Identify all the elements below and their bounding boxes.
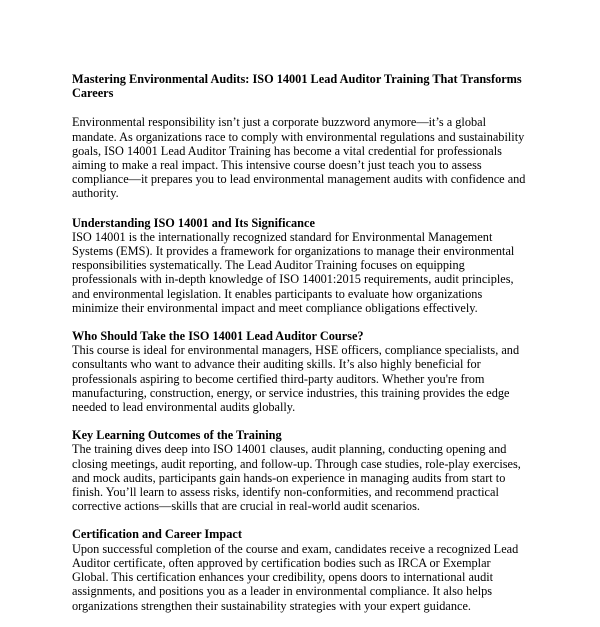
section-who-should-take — [72, 329, 528, 414]
section-heading: Certification and Career Impact — [72, 527, 242, 542]
section-body: ISO 14001 is the internationally recognized standard for Environmental Management Systems (EMS). It provides a framework for organizations to manage their environmental responsibilities systematically. The Lead Auditor Training focuses on equipping professionals with in-depth knowledge of ISO 14001:2015 requirements, audit principles, and environmental legislation. It enables participants to evaluate how organizations minimize their environmental impact and meet compliance obligations effectively. — [72, 229, 515, 315]
section-heading: Key Learning Outcomes of the Training — [72, 428, 282, 443]
document-page — [72, 72, 528, 627]
section-body: Upon successful completion of the course and exam, candidates receive a recognized Lead Auditor certificate, often approved by certification bodies such as IRCA or Exemplar Global. This certification enhances your credibility, opens doors to international audit assignments, and positions you as a leader in environmental compliance. It also helps organizations strengthen their sustainability strategies with your expert guidance. — [72, 541, 519, 613]
document-title: Mastering Environmental Audits: ISO 14001 Lead Auditor Training That Transforms Careers — [72, 72, 522, 101]
section-heading: Understanding ISO 14001 and Its Significance — [72, 215, 315, 230]
intro-paragraph: Environmental responsibility isn’t just a corporate buzzword anymore—it’s a global mandate. As organizations race to comply with environmental regulations and sustainability goals, ISO 14001 Lead Auditor Training has become a vital credential for professionals aiming to make a real impact. This intensive course doesn’t just teach you to assess compliance—it prepares you to lead environmental management audits with confidence and authority. — [72, 115, 526, 201]
section-body: This course is ideal for environmental managers, HSE officers, compliance specialists, and consultants who want to advance their auditing skills. It’s also highly beneficial for professionals aspiring to become certified third-party auditors. Whether you're from manufacturing, construction, energy, or service industries, this training provides the edge needed to lead environmental audits globally. — [72, 343, 520, 415]
section-iso-significance — [72, 216, 528, 315]
section-learning-outcomes — [72, 428, 528, 513]
section-body: The training dives deep into ISO 14001 clauses, audit planning, conducting opening and closing meetings, audit reporting, and follow-up. Through case studies, role-play exercises, and mock audits, participants gain hands-on experience in managing audits from start to finish. You’ll learn to assess risks, identify non-conformities, and recommend practical corrective actions—skills that are crucial in real-world audit scenarios. — [72, 442, 521, 514]
section-heading: Who Should Take the ISO 14001 Lead Auditor Course? — [72, 329, 364, 344]
